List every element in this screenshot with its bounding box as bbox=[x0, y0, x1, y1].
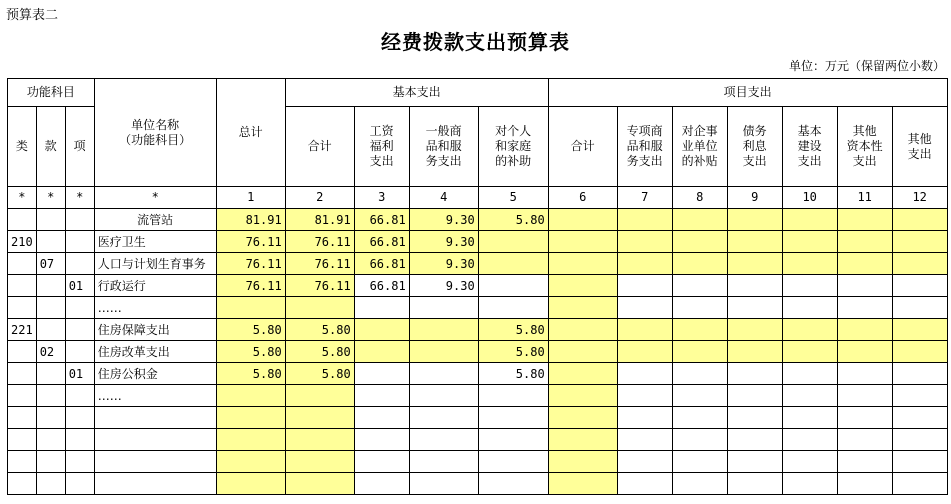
value-cell bbox=[892, 363, 947, 385]
value-cell bbox=[617, 253, 672, 275]
value-cell bbox=[892, 451, 947, 473]
value-cell bbox=[782, 385, 837, 407]
value-cell bbox=[672, 231, 727, 253]
value-cell: 5.80 bbox=[216, 341, 285, 363]
value-cell: 76.11 bbox=[285, 253, 354, 275]
header-basic-col-2: 工资 福利 支出 bbox=[354, 107, 409, 187]
header-basic-group: 基本支出 bbox=[285, 79, 548, 107]
value-cell bbox=[216, 473, 285, 495]
xiang-cell: 01 bbox=[65, 363, 94, 385]
value-cell bbox=[837, 319, 892, 341]
value-cell bbox=[285, 451, 354, 473]
value-cell bbox=[782, 429, 837, 451]
value-cell bbox=[892, 319, 947, 341]
value-cell bbox=[892, 407, 947, 429]
value-cell bbox=[837, 231, 892, 253]
value-cell bbox=[727, 297, 782, 319]
table-row bbox=[8, 429, 948, 451]
header-project-group: 项目支出 bbox=[548, 79, 947, 107]
xiang-cell bbox=[65, 341, 94, 363]
xiang-cell bbox=[65, 451, 94, 473]
xiang-cell bbox=[65, 407, 94, 429]
table-row bbox=[8, 319, 948, 341]
unit-name-cell: 住房公积金 bbox=[94, 363, 216, 385]
header-project-col-3: 对企事 业单位 的补贴 bbox=[672, 107, 727, 187]
unit-name-cell bbox=[94, 407, 216, 429]
xiang-cell bbox=[65, 209, 94, 231]
header-project-col-6: 其他 资本性 支出 bbox=[837, 107, 892, 187]
index-cell: 8 bbox=[672, 187, 727, 209]
value-cell bbox=[478, 385, 548, 407]
value-cell bbox=[354, 451, 409, 473]
value-cell bbox=[548, 451, 617, 473]
table-row bbox=[8, 451, 948, 473]
value-cell bbox=[837, 407, 892, 429]
value-cell bbox=[782, 473, 837, 495]
value-cell bbox=[727, 473, 782, 495]
value-cell bbox=[727, 231, 782, 253]
header-project-col-4: 债务 利息 支出 bbox=[727, 107, 782, 187]
value-cell bbox=[727, 429, 782, 451]
value-cell bbox=[892, 341, 947, 363]
value-cell bbox=[782, 407, 837, 429]
index-cell: 6 bbox=[548, 187, 617, 209]
value-cell bbox=[354, 473, 409, 495]
table-row bbox=[8, 297, 948, 319]
value-cell bbox=[727, 385, 782, 407]
lei-cell: 221 bbox=[8, 319, 37, 341]
value-cell bbox=[617, 231, 672, 253]
value-cell bbox=[727, 341, 782, 363]
header-kuan: 款 bbox=[36, 107, 65, 187]
value-cell bbox=[478, 451, 548, 473]
unit-name-cell: 行政运行 bbox=[94, 275, 216, 297]
index-cell: 2 bbox=[285, 187, 354, 209]
value-cell bbox=[672, 429, 727, 451]
xiang-cell: 01 bbox=[65, 275, 94, 297]
value-cell: 66.81 bbox=[354, 275, 409, 297]
value-cell bbox=[782, 451, 837, 473]
value-cell bbox=[216, 385, 285, 407]
value-cell: 66.81 bbox=[354, 253, 409, 275]
value-cell bbox=[672, 319, 727, 341]
value-cell bbox=[727, 451, 782, 473]
index-cell: * bbox=[8, 187, 37, 209]
value-cell bbox=[409, 451, 478, 473]
table-body bbox=[8, 79, 948, 495]
value-cell bbox=[782, 231, 837, 253]
value-cell bbox=[409, 297, 478, 319]
header-total: 总计 bbox=[216, 79, 285, 187]
value-cell bbox=[478, 231, 548, 253]
value-cell bbox=[837, 429, 892, 451]
value-cell bbox=[782, 319, 837, 341]
value-cell bbox=[782, 297, 837, 319]
value-cell bbox=[837, 275, 892, 297]
value-cell bbox=[548, 319, 617, 341]
value-cell bbox=[892, 297, 947, 319]
kuan-cell bbox=[36, 451, 65, 473]
value-cell bbox=[727, 319, 782, 341]
value-cell bbox=[782, 209, 837, 231]
value-cell bbox=[409, 429, 478, 451]
value-cell bbox=[409, 385, 478, 407]
value-cell: 66.81 bbox=[354, 231, 409, 253]
value-cell bbox=[548, 407, 617, 429]
table-row bbox=[8, 363, 948, 385]
value-cell bbox=[727, 275, 782, 297]
value-cell bbox=[727, 209, 782, 231]
table-row bbox=[8, 275, 948, 297]
index-cell: 7 bbox=[617, 187, 672, 209]
value-cell bbox=[478, 275, 548, 297]
value-cell bbox=[548, 429, 617, 451]
lei-cell bbox=[8, 363, 37, 385]
value-cell bbox=[672, 407, 727, 429]
lei-cell bbox=[8, 451, 37, 473]
xiang-cell bbox=[65, 253, 94, 275]
unit-name-cell: 住房保障支出 bbox=[94, 319, 216, 341]
value-cell bbox=[837, 451, 892, 473]
value-cell bbox=[837, 253, 892, 275]
value-cell bbox=[617, 341, 672, 363]
value-cell bbox=[617, 473, 672, 495]
lei-cell bbox=[8, 341, 37, 363]
value-cell bbox=[617, 407, 672, 429]
unit-name-cell: 流管站 bbox=[94, 209, 216, 231]
unit-name-cell: 人口与计划生育事务 bbox=[94, 253, 216, 275]
unit-name-cell bbox=[94, 473, 216, 495]
value-cell bbox=[892, 429, 947, 451]
value-cell bbox=[892, 473, 947, 495]
index-cell: 5 bbox=[478, 187, 548, 209]
value-cell bbox=[672, 209, 727, 231]
value-cell bbox=[285, 473, 354, 495]
lei-cell bbox=[8, 275, 37, 297]
index-cell: 4 bbox=[409, 187, 478, 209]
value-cell bbox=[892, 385, 947, 407]
value-cell bbox=[548, 275, 617, 297]
value-cell bbox=[216, 407, 285, 429]
value-cell bbox=[354, 319, 409, 341]
value-cell bbox=[548, 297, 617, 319]
index-cell: 10 bbox=[782, 187, 837, 209]
value-cell bbox=[285, 407, 354, 429]
table-row bbox=[8, 253, 948, 275]
table-row bbox=[8, 231, 948, 253]
value-cell: 81.91 bbox=[216, 209, 285, 231]
value-cell bbox=[837, 385, 892, 407]
table-row bbox=[8, 209, 948, 231]
value-cell bbox=[354, 385, 409, 407]
index-cell: * bbox=[36, 187, 65, 209]
header-xiang: 项 bbox=[65, 107, 94, 187]
value-cell bbox=[672, 451, 727, 473]
value-cell: 9.30 bbox=[409, 253, 478, 275]
index-cell: * bbox=[94, 187, 216, 209]
value-cell bbox=[727, 407, 782, 429]
xiang-cell bbox=[65, 385, 94, 407]
kuan-cell bbox=[36, 231, 65, 253]
value-cell bbox=[478, 297, 548, 319]
xiang-cell bbox=[65, 473, 94, 495]
value-cell bbox=[617, 451, 672, 473]
lei-cell bbox=[8, 385, 37, 407]
header-project-col-1: 合计 bbox=[548, 107, 617, 187]
value-cell bbox=[617, 297, 672, 319]
value-cell bbox=[782, 341, 837, 363]
xiang-cell bbox=[65, 319, 94, 341]
table-row bbox=[8, 385, 948, 407]
value-cell bbox=[548, 341, 617, 363]
table-row bbox=[8, 341, 948, 363]
value-cell bbox=[548, 253, 617, 275]
value-cell bbox=[617, 363, 672, 385]
unit-name-cell bbox=[94, 451, 216, 473]
kuan-cell bbox=[36, 473, 65, 495]
value-cell: 76.11 bbox=[216, 253, 285, 275]
kuan-cell bbox=[36, 363, 65, 385]
index-cell: * bbox=[65, 187, 94, 209]
value-cell: 5.80 bbox=[285, 319, 354, 341]
value-cell bbox=[617, 429, 672, 451]
value-cell bbox=[285, 429, 354, 451]
lei-cell bbox=[8, 253, 37, 275]
value-cell bbox=[478, 429, 548, 451]
header-row-1 bbox=[8, 79, 948, 107]
kuan-cell bbox=[36, 385, 65, 407]
value-cell bbox=[409, 407, 478, 429]
value-cell bbox=[837, 473, 892, 495]
lei-cell bbox=[8, 429, 37, 451]
kuan-cell bbox=[36, 209, 65, 231]
unit-name-cell: …… bbox=[94, 385, 216, 407]
value-cell bbox=[354, 341, 409, 363]
unit-name-cell bbox=[94, 429, 216, 451]
kuan-cell bbox=[36, 429, 65, 451]
value-cell bbox=[837, 341, 892, 363]
value-cell bbox=[409, 319, 478, 341]
value-cell bbox=[672, 297, 727, 319]
value-cell bbox=[216, 451, 285, 473]
value-cell bbox=[672, 253, 727, 275]
value-cell bbox=[837, 297, 892, 319]
value-cell: 5.80 bbox=[216, 319, 285, 341]
value-cell bbox=[892, 275, 947, 297]
value-cell: 5.80 bbox=[478, 363, 548, 385]
value-cell: 76.11 bbox=[216, 231, 285, 253]
kuan-cell bbox=[36, 407, 65, 429]
lei-cell: 210 bbox=[8, 231, 37, 253]
value-cell bbox=[892, 209, 947, 231]
budget-table bbox=[7, 78, 948, 495]
index-cell: 12 bbox=[892, 187, 947, 209]
value-cell bbox=[672, 385, 727, 407]
value-cell bbox=[548, 209, 617, 231]
xiang-cell bbox=[65, 429, 94, 451]
value-cell bbox=[727, 253, 782, 275]
table-row bbox=[8, 407, 948, 429]
kuan-cell bbox=[36, 275, 65, 297]
kuan-cell: 07 bbox=[36, 253, 65, 275]
header-basic-col-1: 合计 bbox=[285, 107, 354, 187]
value-cell bbox=[548, 385, 617, 407]
table-row bbox=[8, 473, 948, 495]
value-cell bbox=[782, 363, 837, 385]
value-cell bbox=[782, 253, 837, 275]
header-project-col-7: 其他 支出 bbox=[892, 107, 947, 187]
kuan-cell bbox=[36, 297, 65, 319]
index-cell: 3 bbox=[354, 187, 409, 209]
unit-name-cell: 住房改革支出 bbox=[94, 341, 216, 363]
value-cell bbox=[617, 275, 672, 297]
index-cell: 11 bbox=[837, 187, 892, 209]
value-cell bbox=[672, 275, 727, 297]
kuan-cell bbox=[36, 319, 65, 341]
value-cell bbox=[727, 363, 782, 385]
value-cell bbox=[354, 407, 409, 429]
value-cell bbox=[672, 363, 727, 385]
value-cell bbox=[478, 407, 548, 429]
value-cell bbox=[478, 253, 548, 275]
value-cell bbox=[354, 297, 409, 319]
value-cell bbox=[409, 341, 478, 363]
value-cell: 5.80 bbox=[478, 341, 548, 363]
value-cell bbox=[216, 429, 285, 451]
unit-name-cell: …… bbox=[94, 297, 216, 319]
value-cell bbox=[672, 341, 727, 363]
unit-note: 单位：万元（保留两位小数） bbox=[788, 59, 945, 73]
header-lei: 类 bbox=[8, 107, 37, 187]
value-cell: 5.80 bbox=[285, 363, 354, 385]
value-cell bbox=[354, 363, 409, 385]
value-cell: 66.81 bbox=[354, 209, 409, 231]
corner-label: 预算表二 bbox=[6, 8, 59, 23]
value-cell bbox=[548, 363, 617, 385]
header-unit-name: 单位名称 （功能科目） bbox=[94, 79, 216, 187]
value-cell bbox=[837, 363, 892, 385]
header-basic-col-4: 对个人 和家庭 的补助 bbox=[478, 107, 548, 187]
value-cell bbox=[892, 253, 947, 275]
value-cell: 76.11 bbox=[285, 275, 354, 297]
value-cell bbox=[617, 319, 672, 341]
value-cell bbox=[617, 385, 672, 407]
value-cell: 81.91 bbox=[285, 209, 354, 231]
xiang-cell bbox=[65, 231, 94, 253]
value-cell: 9.30 bbox=[409, 275, 478, 297]
value-cell bbox=[354, 429, 409, 451]
value-cell: 5.80 bbox=[478, 209, 548, 231]
value-cell bbox=[892, 231, 947, 253]
lei-cell bbox=[8, 407, 37, 429]
header-project-col-2: 专项商 品和服 务支出 bbox=[617, 107, 672, 187]
value-cell: 9.30 bbox=[409, 209, 478, 231]
index-cell: 9 bbox=[727, 187, 782, 209]
value-cell bbox=[548, 231, 617, 253]
value-cell: 5.80 bbox=[216, 363, 285, 385]
index-cell: 1 bbox=[216, 187, 285, 209]
value-cell bbox=[782, 275, 837, 297]
value-cell bbox=[409, 473, 478, 495]
page-title: 经费拨款支出预算表 bbox=[381, 30, 570, 54]
kuan-cell: 02 bbox=[36, 341, 65, 363]
value-cell bbox=[216, 297, 285, 319]
index-row bbox=[8, 187, 948, 209]
value-cell: 9.30 bbox=[409, 231, 478, 253]
value-cell bbox=[478, 473, 548, 495]
lei-cell bbox=[8, 297, 37, 319]
value-cell: 76.11 bbox=[216, 275, 285, 297]
value-cell bbox=[617, 209, 672, 231]
value-cell bbox=[409, 363, 478, 385]
lei-cell bbox=[8, 209, 37, 231]
lei-cell bbox=[8, 473, 37, 495]
value-cell bbox=[672, 473, 727, 495]
header-project-col-5: 基本 建设 支出 bbox=[782, 107, 837, 187]
value-cell: 76.11 bbox=[285, 231, 354, 253]
header-basic-col-3: 一般商 品和服 务支出 bbox=[409, 107, 478, 187]
value-cell bbox=[837, 209, 892, 231]
header-func-subject: 功能科目 bbox=[8, 79, 95, 107]
value-cell bbox=[285, 385, 354, 407]
xiang-cell bbox=[65, 297, 94, 319]
value-cell bbox=[285, 297, 354, 319]
unit-name-cell: 医疗卫生 bbox=[94, 231, 216, 253]
value-cell: 5.80 bbox=[285, 341, 354, 363]
value-cell bbox=[548, 473, 617, 495]
value-cell: 5.80 bbox=[478, 319, 548, 341]
